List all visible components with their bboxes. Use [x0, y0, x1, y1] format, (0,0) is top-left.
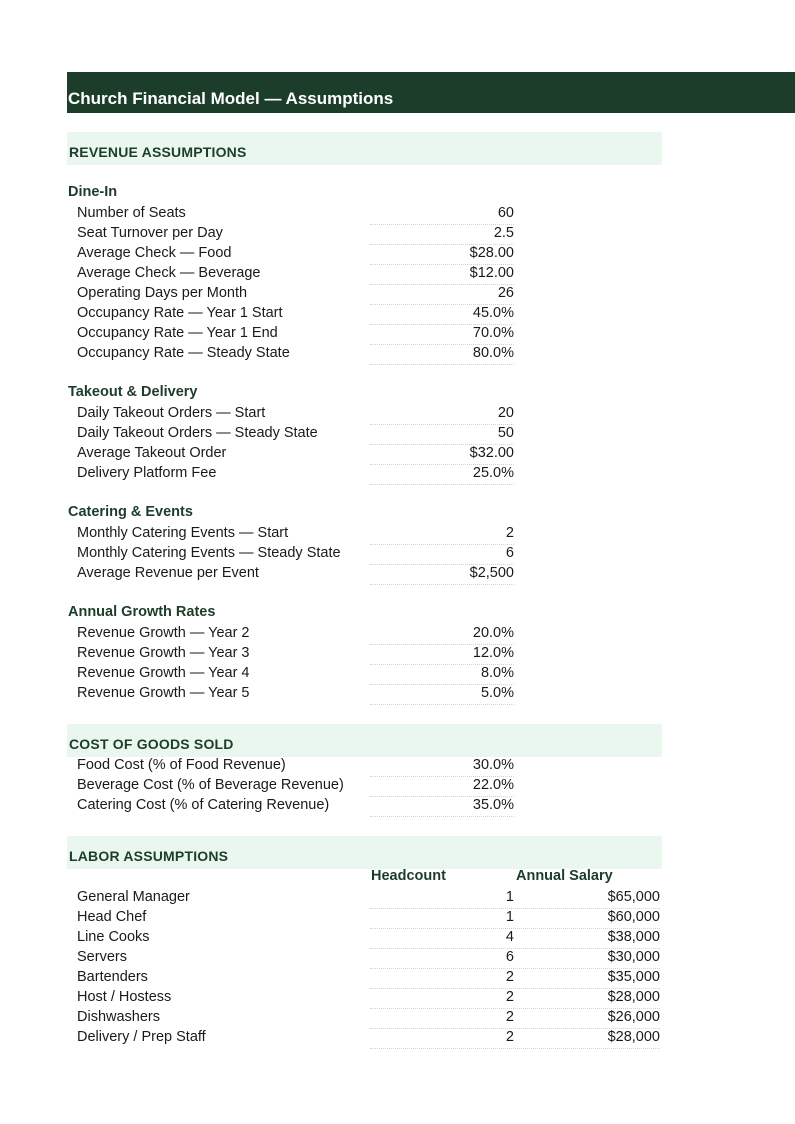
table-row: [0, 263, 795, 283]
row-value: 25.0%: [370, 465, 514, 485]
table-row: [0, 223, 795, 243]
row-label: Catering Cost (% of Catering Revenue): [77, 797, 330, 813]
table-row: [0, 283, 795, 303]
page-title: Church Financial Model — Assumptions: [67, 72, 795, 113]
row-label: Revenue Growth — Year 4: [77, 665, 250, 681]
row-value: 22.0%: [370, 777, 514, 797]
row-value: 20: [370, 405, 514, 425]
takeout-subheader: Takeout & Delivery: [68, 384, 198, 400]
table-row: [0, 1007, 795, 1027]
salary-value: $26,000: [515, 1009, 660, 1029]
row-value: 70.0%: [370, 325, 514, 345]
row-label: Operating Days per Month: [77, 285, 248, 301]
table-row: [0, 443, 795, 463]
row-label: Occupancy Rate — Steady State: [77, 345, 290, 361]
salary-value: $38,000: [515, 929, 660, 949]
row-label: Occupancy Rate — Year 1 End: [77, 325, 278, 341]
headcount-value: 1: [370, 909, 514, 929]
salary-value: $28,000: [515, 1029, 660, 1049]
table-row: [0, 423, 795, 443]
row-label: Line Cooks: [77, 929, 150, 945]
row-label: Daily Takeout Orders — Start: [77, 405, 266, 421]
salary-value: $65,000: [515, 889, 660, 909]
row-label: Delivery Platform Fee: [77, 465, 217, 481]
row-label: Revenue Growth — Year 5: [77, 685, 250, 701]
row-label: Revenue Growth — Year 2: [77, 625, 250, 641]
table-row: [0, 947, 795, 967]
labor-section-header: LABOR ASSUMPTIONS: [67, 836, 662, 869]
row-label: Host / Hostess: [77, 989, 172, 1005]
table-row: [0, 243, 795, 263]
table-row: [0, 643, 795, 663]
table-row: [0, 463, 795, 483]
row-value: $2,500: [370, 565, 514, 585]
row-value: 2.5: [370, 225, 514, 245]
growth-subheader: Annual Growth Rates: [68, 604, 216, 620]
salary-value: $35,000: [515, 969, 660, 989]
row-label: Average Takeout Order: [77, 445, 227, 461]
row-label: General Manager: [77, 889, 190, 905]
table-row: [0, 887, 795, 907]
revenue-section-header: REVENUE ASSUMPTIONS: [67, 132, 662, 165]
table-row: [0, 203, 795, 223]
row-label: Servers: [77, 949, 127, 965]
table-row: [0, 907, 795, 927]
row-label: Number of Seats: [77, 205, 186, 221]
row-label: Seat Turnover per Day: [77, 225, 223, 241]
row-value: 12.0%: [370, 645, 514, 665]
row-label: Food Cost (% of Food Revenue): [77, 757, 286, 773]
row-value: 35.0%: [370, 797, 514, 817]
table-row: [0, 343, 795, 363]
row-value: 45.0%: [370, 305, 514, 325]
table-row: [0, 403, 795, 423]
row-value: 60: [370, 205, 514, 225]
table-row: [0, 795, 795, 815]
row-value: $12.00: [370, 265, 514, 285]
row-label: Occupancy Rate — Year 1 Start: [77, 305, 283, 321]
row-value: 6: [370, 545, 514, 565]
row-label: Monthly Catering Events — Steady State: [77, 545, 341, 561]
row-value: $28.00: [370, 245, 514, 265]
row-value: 50: [370, 425, 514, 445]
row-label: Revenue Growth — Year 3: [77, 645, 250, 661]
row-label: Dishwashers: [77, 1009, 160, 1025]
row-label: Average Check — Beverage: [77, 265, 261, 281]
row-label: Delivery / Prep Staff: [77, 1029, 206, 1045]
headcount-value: 1: [370, 889, 514, 909]
table-row: [0, 683, 795, 703]
table-row: [0, 755, 795, 775]
salary-value: $28,000: [515, 989, 660, 1009]
table-row: [0, 543, 795, 563]
table-row: [0, 967, 795, 987]
headcount-value: 2: [370, 1009, 514, 1029]
table-row: [0, 1027, 795, 1047]
row-label: Average Revenue per Event: [77, 565, 259, 581]
row-value: 26: [370, 285, 514, 305]
table-row: [0, 523, 795, 543]
salary-value: $30,000: [515, 949, 660, 969]
table-row: [0, 987, 795, 1007]
headcount-value: 2: [370, 969, 514, 989]
row-value: $32.00: [370, 445, 514, 465]
headcount-value: 2: [370, 989, 514, 1009]
cogs-section-header: COST OF GOODS SOLD: [67, 724, 662, 757]
row-value: 20.0%: [370, 625, 514, 645]
row-label: Head Chef: [77, 909, 147, 925]
table-row: [0, 323, 795, 343]
headcount-value: 2: [370, 1029, 514, 1049]
table-row: [0, 775, 795, 795]
table-row: [0, 927, 795, 947]
table-row: [0, 663, 795, 683]
row-label: Beverage Cost (% of Beverage Revenue): [77, 777, 344, 793]
table-row: [0, 563, 795, 583]
row-value: 2: [370, 525, 514, 545]
row-label: Average Check — Food: [77, 245, 232, 261]
row-label: Bartenders: [77, 969, 148, 985]
table-row: [0, 303, 795, 323]
dine-in-subheader: Dine-In: [68, 184, 118, 200]
row-value: 80.0%: [370, 345, 514, 365]
row-value: 5.0%: [370, 685, 514, 705]
table-row: [0, 623, 795, 643]
salary-column-header: Annual Salary: [516, 868, 613, 884]
headcount-value: 6: [370, 949, 514, 969]
row-label: Monthly Catering Events — Start: [77, 525, 289, 541]
catering-subheader: Catering & Events: [68, 504, 193, 520]
salary-value: $60,000: [515, 909, 660, 929]
headcount-column-header: Headcount: [371, 868, 446, 884]
row-value: 8.0%: [370, 665, 514, 685]
row-value: 30.0%: [370, 757, 514, 777]
headcount-value: 4: [370, 929, 514, 949]
row-label: Daily Takeout Orders — Steady State: [77, 425, 318, 441]
